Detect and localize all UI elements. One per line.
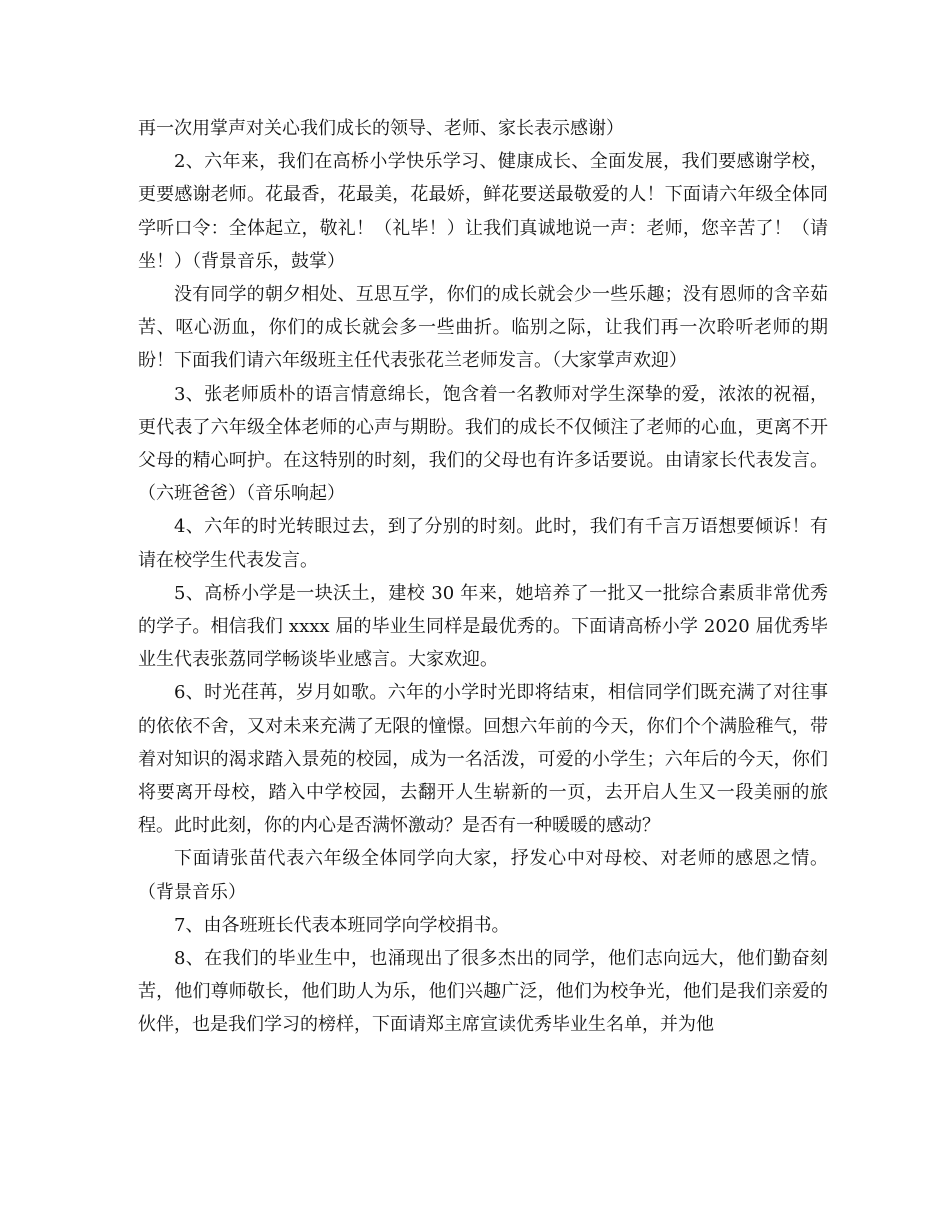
paragraph-5: 4、六年的时光转眼过去，到了分别的时刻。此时，我们有千言万语想要倾诉！有请在校学生代表发言。 xyxy=(138,516,828,571)
paragraph-6: 5、高桥小学是一块沃土，建校 30 年来，她培养了一批又一批综合素质非常优秀的学子。相信我们 xxxx 届的毕业生同样是最优秀的。下面请高桥小学 2020 届优秀毕业生代表张荔同学畅谈毕业感言。大家欢迎。 xyxy=(138,582,828,671)
paragraph-10: 8、在我们的毕业生中，也涌现出了很多杰出的同学，他们志向远大，他们勤奋刻苦，他们尊师敬长，他们助人为乐，他们兴趣广泛，他们为校争光，他们是我们亲爱的伙伴，也是我们学习的榜样，下面请郑主席宣读优秀毕业生名单，并为他 xyxy=(138,948,828,1036)
paragraph-1: 再一次用掌声对关心我们成长的领导、老师、家长表示感谢） xyxy=(138,118,624,139)
document-body xyxy=(138,112,828,1042)
paragraph-4: 3、张老师质朴的语言情意绵长，饱含着一名教师对学生深挚的爱，浓浓的祝福，更代表了六年级全体老师的心声与期盼。我们的成长不仅倾注了老师的心血，更离不开父母的精心呵护。在这特别的时刻，我们的父母也有许多话要说。由请家长代表发言。（六班爸爸）（音乐响起） xyxy=(138,383,828,505)
paragraph-9: 7、由各班班长代表本班同学向学校捐书。 xyxy=(174,914,510,936)
paragraph-3: 没有同学的朝夕相处、互思互学，你们的成长就会少一些乐趣；没有恩师的含辛茹苦、呕心沥血，你们的成长就会多一些曲折。临别之际，让我们再一次聆听老师的期盼！下面我们请六年级班主任代表张花兰老师发言。（大家掌声欢迎） xyxy=(138,284,828,372)
paragraph-2: 2、六年来，我们在高桥小学快乐学习、健康成长、全面发展，我们要感谢学校，更要感谢老师。花最香，花最美，花最娇，鲜花要送最敬爱的人！下面请六年级全体同学听口令：全体起立，敬礼！（礼毕！）让我们真诚地说一声：老师，您辛苦了！（请坐！）（背景音乐，鼓掌） xyxy=(138,151,828,272)
paragraph-8: 下面请张苗代表六年级全体同学向大家，抒发心中对母校、对老师的感恩之情。（背景音乐） xyxy=(138,848,828,903)
paragraph-7: 6、时光荏苒，岁月如歌。六年的小学时光即将结束，相信同学们既充满了对往事的依依不舍，又对未来充满了无限的憧憬。回想六年前的今天，你们个个满脸稚气，带着对知识的渴求踏入景苑的校园，成为一名活泼，可爱的小学生；六年后的今天，你们将要离开母校，踏入中学校园，去翻开人生崭新的一页，去开启人生又一段美丽的旅程。此时此刻，你的内心是否满怀激动？是否有一种暖暖的感动？ xyxy=(138,682,828,837)
